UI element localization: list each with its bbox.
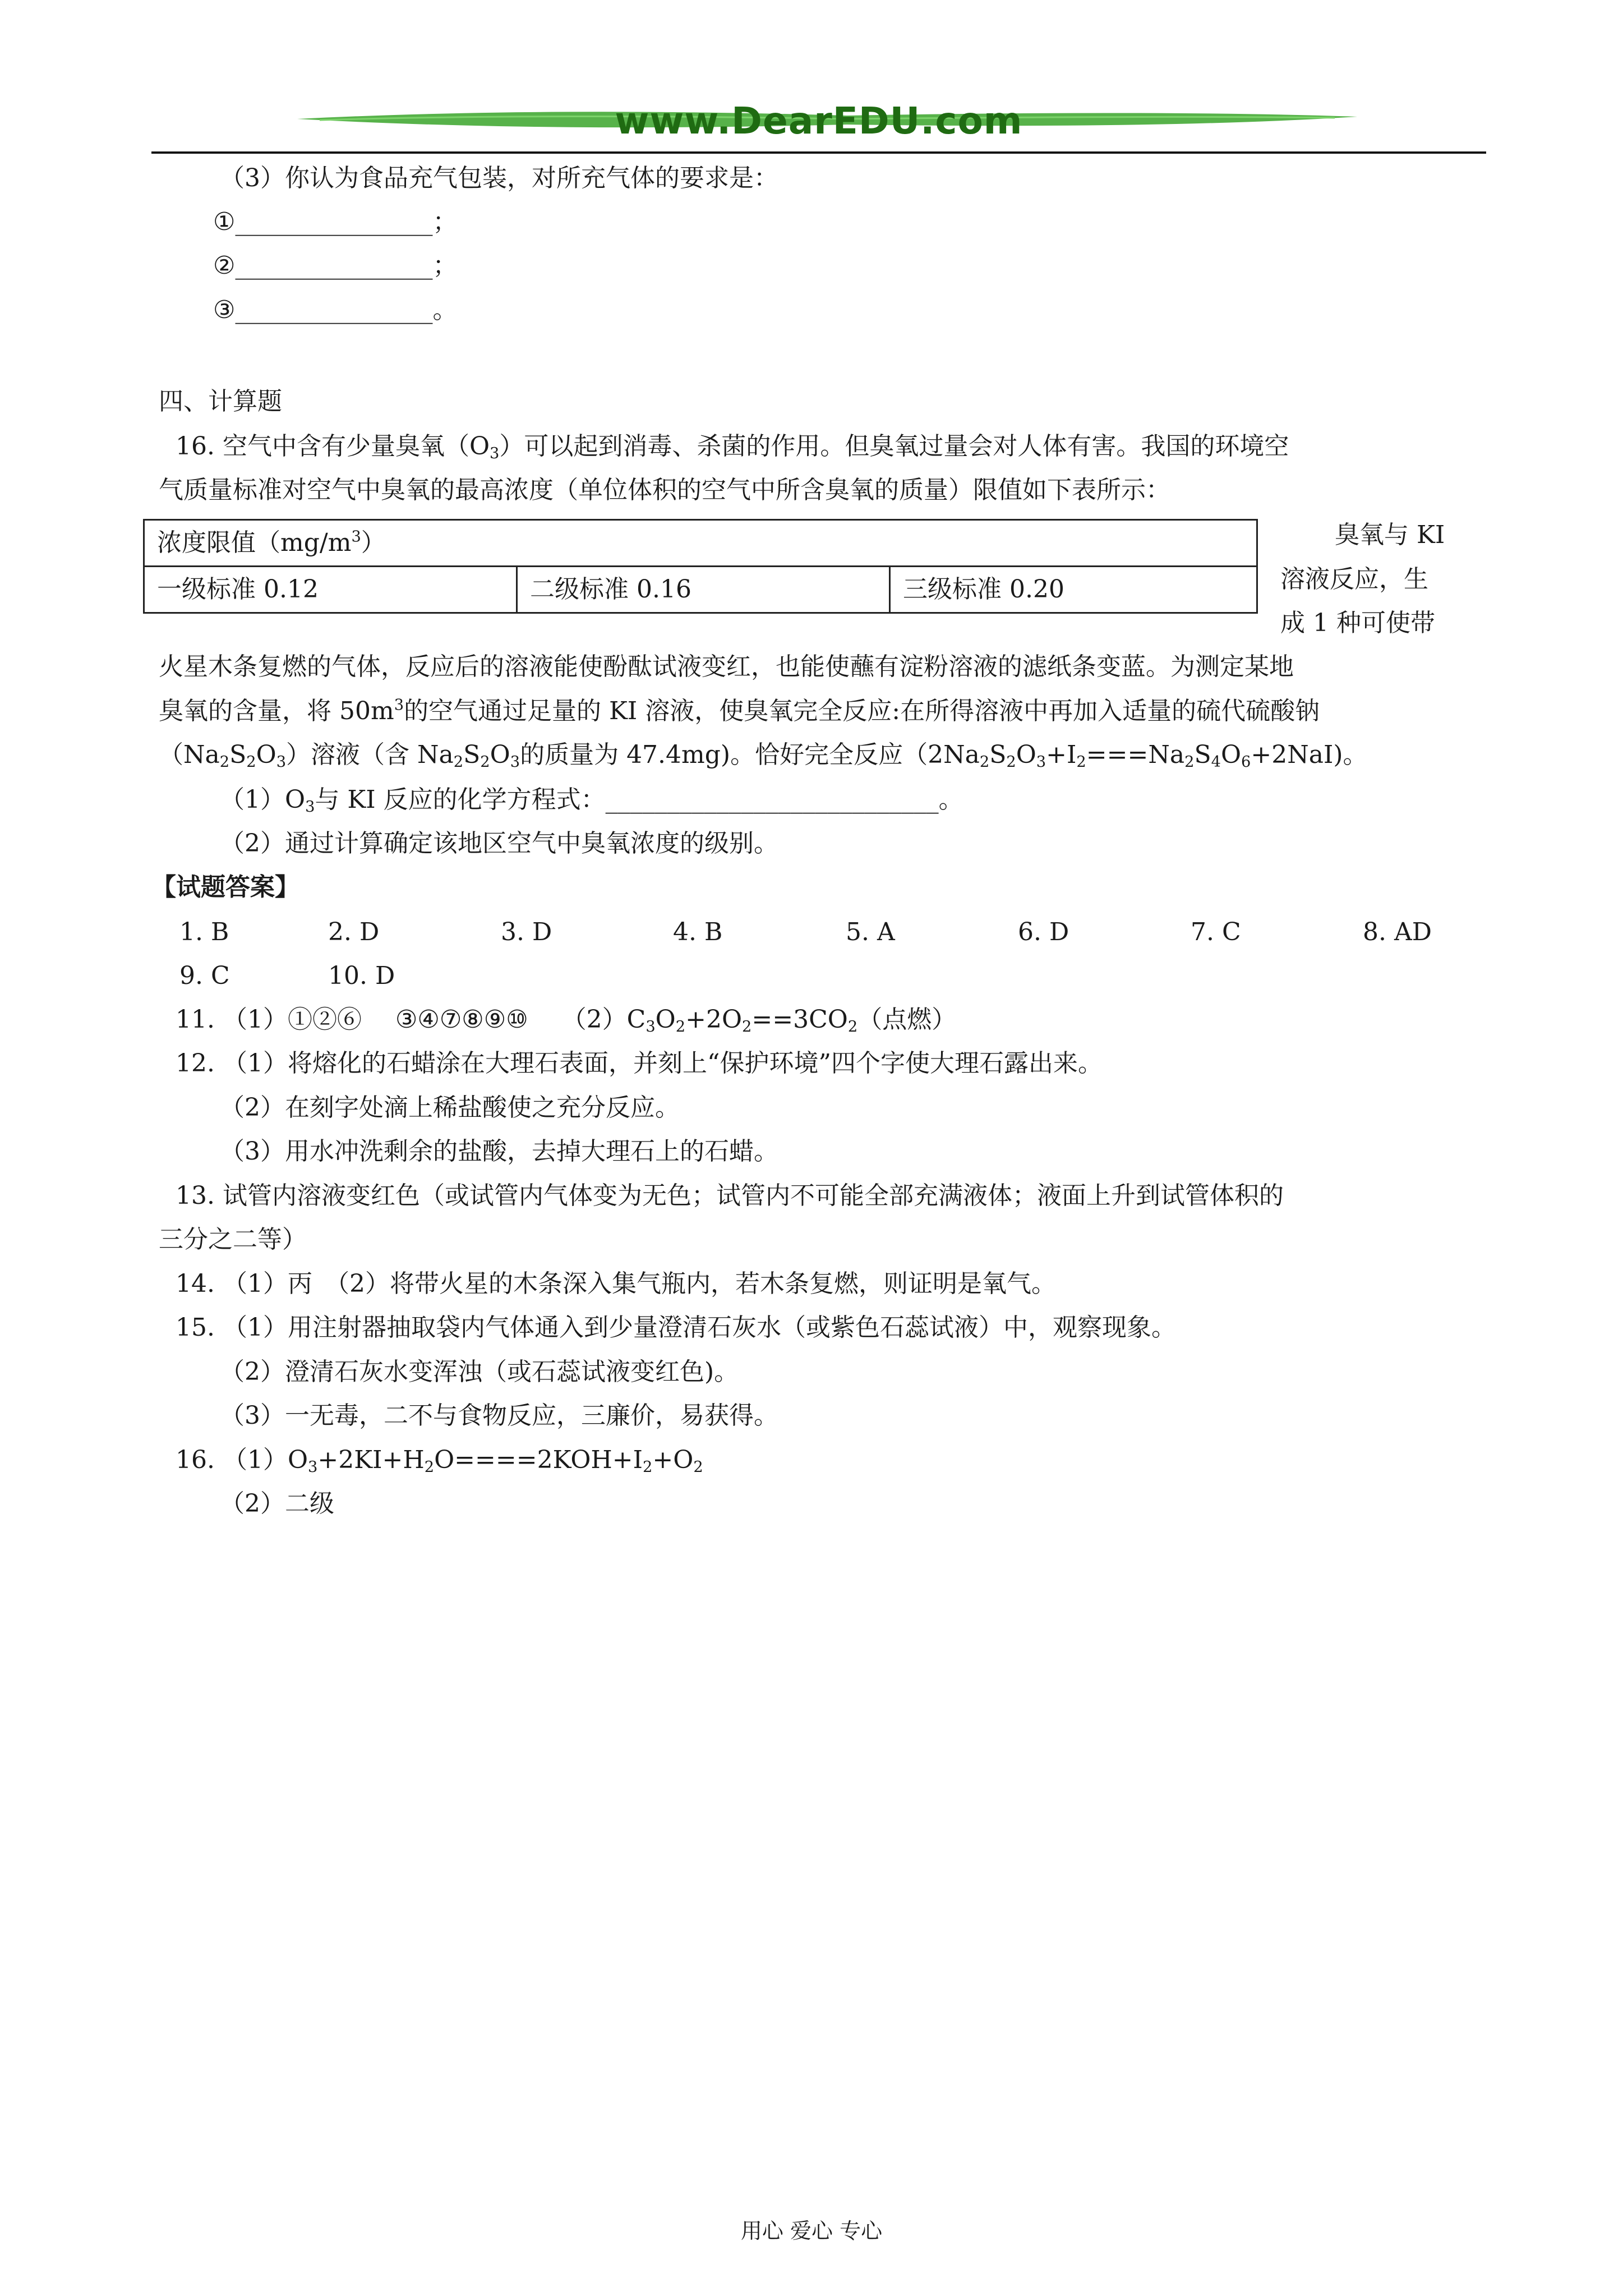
answer-15-2: （2）澄清石灰水变浑浊（或石蕊试液变红色)。 [220, 1358, 739, 1386]
answer-item: 2. D [328, 918, 380, 946]
q16-side-text-1: 臭氧与 KI [1335, 521, 1445, 549]
page-footer: 用心 爱心 专心 [740, 2219, 883, 2243]
answer-12-2: （2）在刻字处滴上稀盐酸使之充分反应。 [220, 1093, 680, 1122]
q16-stem-line-5: $(Na_2S_2O_3)$溶液（含 $Na_2S_2O_3$的质量为 47.4mg)。恰好完全反应$(2Na_2S_2O_3+I_2===Na_2S_4O_6+2NaI)$。 [159, 740, 1368, 771]
answer-14: 14. （1）丙 （2）将带火星的木条深入集气瓶内，若木条复燃，则证明是氧气。 [176, 1269, 1056, 1298]
answer-item: 9. C [179, 961, 230, 990]
q16-stem-line-2: 气质量标准对空气中臭氧的最高浓度（单位体积的空气中所含臭氧的质量）限值如下表所示： [159, 476, 1170, 504]
q15-part3-prompt: （3）你认为食品充气包装，对所充气体的要求是： [220, 164, 778, 192]
table-header-row [144, 520, 1257, 567]
page-header [151, 84, 1486, 163]
answers-title: 【试题答案】 [151, 873, 299, 901]
q16-stem-line-3: 火星木条复燃的气体，反应后的溶液能使酚酞试液变红，也能使蘸有淀粉溶液的滤纸条变蓝。为测定某地 [159, 652, 1294, 681]
answer-16-1: 16. $(1)O_3+2KI+H_2O====2KOH+I_2+O_2$ [176, 1446, 703, 1476]
answer-item: 10. D [328, 961, 395, 990]
answer-13-2: 三分之二等） [159, 1225, 307, 1254]
answer-item: 7. C [1191, 918, 1241, 946]
answer-item: 5. A [846, 918, 895, 946]
q16-subquestion-1: $(1)O_3$与 KI 反应的化学方程式：___________________________。 [220, 785, 963, 816]
answer-15-1: 15. （1）用注射器抽取袋内气体通入到少量澄清石灰水（或紫色石蕊试液）中，观察现象。 [176, 1313, 1176, 1342]
answer-13-1: 13. 试管内溶液变红色（或试管内气体变为无色；试管内不可能全部充满液体；液面上升到试管体积的 [176, 1181, 1284, 1210]
q16-subquestion-2: （2）通过计算确定该地区空气中臭氧浓度的级别。 [220, 829, 778, 858]
q15-blank-1: ①________________； [213, 208, 458, 236]
q16-stem-line-1: 16. 空气中含有少量臭氧$(O_3)$可以起到消毒、杀菌的作用。但臭氧过量会对人体有害。我国的环境空 [176, 432, 1289, 462]
answer-11: 11. （1）①②⑥ ③④⑦⑧⑨⑩ $(2)C_3O_2+2O_2==3CO_2$（点燃） [176, 1005, 957, 1036]
header-divider [151, 151, 1486, 154]
answer-item: 6. D [1018, 918, 1069, 946]
q15-blank-2: ②________________； [213, 251, 458, 280]
table-row [144, 567, 1257, 613]
answer-12-1: 12. （1）将熔化的石蜡涂在大理石表面，并刻上“保护环境”四个字使大理石露出来。 [176, 1049, 1103, 1078]
answer-item: 4. B [673, 918, 723, 946]
answer-12-3: （3）用水冲洗剩余的盐酸，去掉大理石上的石蜡。 [220, 1137, 778, 1166]
q16-side-text-3: 成 1 种可使带 [1280, 609, 1435, 637]
answer-item: 1. B [179, 918, 229, 946]
table-cell-grade-2: 二级标准 0.16 [517, 567, 890, 613]
answer-16-2: （2）二级 [220, 1489, 334, 1518]
site-logo: www.DearEDU.com [615, 99, 1023, 142]
section-title: 四、计算题 [159, 387, 282, 416]
answer-item: 8. AD [1363, 918, 1432, 946]
table-cell-grade-1: 一级标准 0.12 [144, 567, 517, 613]
q16-stem-line-4: 臭氧的含量，将 $50m^3$的空气通过足量的 KI 溶液，使臭氧完全反应:在所得溶液中再加入适量的硫代硫酸钠 [159, 696, 1320, 725]
answer-15-3: （3）一无毒，二不与食物反应，三廉价，易获得。 [220, 1401, 778, 1430]
ozone-limit-table [143, 519, 1258, 614]
table-header-cell: 浓度限值$(mg/m^3)$ [144, 520, 1257, 567]
answer-item: 3. D [501, 918, 552, 946]
q15-blank-3: ③________________。 [213, 296, 458, 324]
q16-side-text-2: 溶液反应，生 [1280, 565, 1428, 593]
table-cell-grade-3: 三级标准 0.20 [890, 567, 1257, 613]
